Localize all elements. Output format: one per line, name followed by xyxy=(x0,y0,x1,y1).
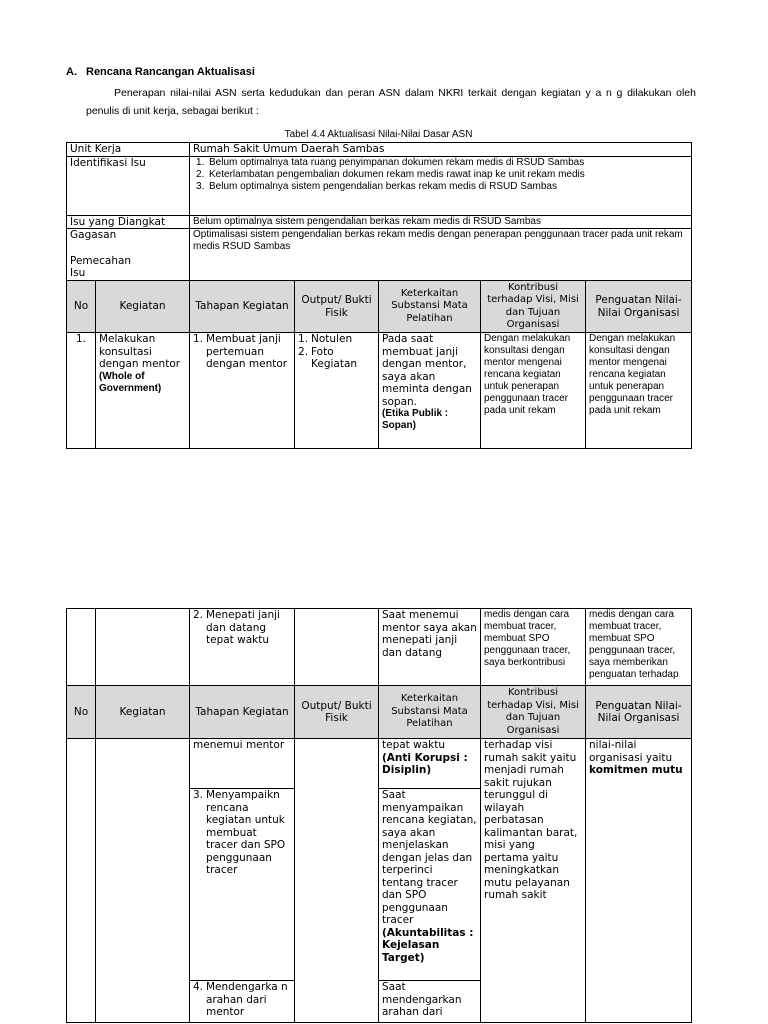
row-keterkaitan: Saat mendengarkan arahan dari xyxy=(379,981,481,1023)
header-kegiatan: Kegiatan xyxy=(96,281,190,333)
header-no: No xyxy=(67,686,96,739)
row-penguatan: medis dengan cara membuat tracer, membuat SPO penggunaan tracer, saya memberikan penguatan terhadap xyxy=(586,609,692,686)
row-keterkaitan: Pada saat membuat janji dengan mentor, saya akan meminta dengan sopan. (Etika Publik : Sopan) xyxy=(379,333,481,449)
row-kegiatan: Melakukan konsultasi dengan mentor (Whole of Government) xyxy=(96,333,190,449)
unit-kerja-label: Unit Kerja xyxy=(67,143,190,157)
isu-list xyxy=(190,156,692,215)
identifikasi-row xyxy=(67,156,692,215)
header-keterkaitan: Keterkaitan Substansi Mata Pelatihan xyxy=(379,281,481,333)
header-kontribusi: Kontribusi terhadap Visi, Misi dan Tujuan Organisasi xyxy=(481,686,586,739)
isu-diangkat-label: Isu yang Diangkat xyxy=(67,215,190,229)
unit-kerja-row xyxy=(67,143,692,157)
header-tahapan: Tahapan Kegiatan xyxy=(190,281,295,333)
header-no: No xyxy=(67,281,96,333)
table-page-1 xyxy=(66,142,692,449)
isu-diangkat-row xyxy=(67,215,692,229)
penguatan-value-tag: komitmen mutu xyxy=(589,764,683,776)
table-page-2 xyxy=(66,608,692,1023)
header-row xyxy=(67,686,692,739)
row-tahapan: menemui mentor xyxy=(190,739,295,789)
row-tahapan: 3. Menyampaikn rencana kegiatan untuk membuat tracer dan SPO penggunaan tracer xyxy=(190,789,295,981)
section-title: Rencana Rancangan Aktualisasi xyxy=(86,66,255,78)
row-keterkaitan: Saat menemui mentor saya akan menepati janji dan datang xyxy=(379,609,481,686)
gagasan-label: Gagasan xyxy=(70,229,117,241)
row-penguatan: nilai-nilai organisasi yaitu komitmen mutu xyxy=(586,739,692,1023)
kegiatan-value-tag: (Whole of Government) xyxy=(99,370,162,394)
header-keterkaitan: Keterkaitan Substansi Mata Pelatihan xyxy=(379,686,481,739)
header-penguatan: Penguatan Nilai-Nilai Organisasi xyxy=(586,686,692,739)
row-no: 1. xyxy=(67,333,96,449)
pemecahan-label: Pemecahan xyxy=(70,254,132,267)
unit-kerja-value: Rumah Sakit Umum Daerah Sambas xyxy=(190,143,692,157)
header-row xyxy=(67,281,692,333)
isu-item: 2. Keterlambatan pengembalian dokumen rekam medis rawat inap ke unit rekam medis xyxy=(196,168,585,180)
table-caption: Tabel 4.4 Aktualisasi Nilai-Nilai Dasar ASN xyxy=(284,129,473,140)
row-keterkaitan: Saat menyampaikan rencana kegiatan, saya akan menjelaskan dengan jelas dan terperinci tentang tracer dan SPO penggunaan tracer (Akuntabilitas : Kejelasan Target) xyxy=(379,789,481,981)
isu-item: 3. Belum optimalnya sistem pengendalian berkas rekam medis di RSUD Sambas xyxy=(196,180,557,192)
header-tahapan: Tahapan Kegiatan xyxy=(190,686,295,739)
header-kegiatan: Kegiatan xyxy=(96,686,190,739)
isu-item: 1. Belum optimalnya tata ruang penyimpanan dokumen rekam medis di RSUD Sambas xyxy=(196,156,585,168)
row-kontribusi: medis dengan cara membuat tracer, membuat SPO penggunaan tracer, saya berkontribusi xyxy=(481,609,586,686)
gagasan-label-cell xyxy=(67,229,190,281)
section-heading xyxy=(66,66,255,78)
header-output: Output/ Bukti Fisik xyxy=(295,686,379,739)
keterkaitan-value-tag: (Etika Publik : Sopan) xyxy=(382,408,449,431)
row-output: 1. Notulen 2. Foto Kegiatan xyxy=(295,333,379,449)
row-tahapan: 4. Mendengarka n arahan dari mentor xyxy=(190,981,295,1023)
row-keterkaitan: tepat waktu (Anti Korupsi : Disiplin) xyxy=(379,739,481,789)
gagasan-value: Optimalisasi sistem pengendalian berkas rekam medis dengan penerapan penggunaan tracer pada unit rekam medis RSUD Sambas xyxy=(190,229,692,281)
header-penguatan: Penguatan Nilai-Nilai Organisasi xyxy=(586,281,692,333)
row-kontribusi: terhadap visi rumah sakit yaitu menjadi rumah sakit rujukan terunggul di wilayah perbatasan kalimantan barat, misi yang pertama yaitu meningkatkan mutu pelayanan rumah sakit xyxy=(481,739,586,1023)
table-row xyxy=(67,333,692,449)
intro-paragraph: Penerapan nilai-nilai ASN serta kedudukan dan peran ASN dalam NKRI terkait dengan kegiatan y a n g dilakukan oleh penulis di unit kerja, sebagai berikut : xyxy=(86,87,696,117)
identifikasi-label: Identifikasi Isu xyxy=(67,156,190,215)
header-kontribusi: Kontribusi terhadap Visi, Misi dan Tujuan Organisasi xyxy=(481,281,586,333)
row-penguatan: Dengan melakukan konsultasi dengan mentor mengenai rencana kegiatan untuk penerapan penggunaan tracer pada unit rekam xyxy=(586,333,692,449)
table-row xyxy=(67,739,692,789)
table-row xyxy=(67,609,692,686)
row-tahapan: 2. Menepati janji dan datang tepat waktu xyxy=(190,609,295,686)
row-tahapan: 1. Membuat janji pertemuan dengan mentor xyxy=(190,333,295,449)
keterkaitan-value-tag: (Akuntabilitas : Kejelasan Target) xyxy=(382,926,474,964)
isu-label: Isu xyxy=(70,267,86,279)
section-label: A. xyxy=(66,66,77,78)
header-output: Output/ Bukti Fisik xyxy=(295,281,379,333)
isu-diangkat-value: Belum optimalnya sistem pengendalian berkas rekam medis di RSUD Sambas xyxy=(190,215,692,229)
gagasan-row xyxy=(67,229,692,281)
keterkaitan-value-tag: (Anti Korupsi : Disiplin) xyxy=(382,751,468,776)
row-kontribusi: Dengan melakukan konsultasi dengan mentor mengenai rencana kegiatan untuk penerapan penggunaan tracer pada unit rekam xyxy=(481,333,586,449)
